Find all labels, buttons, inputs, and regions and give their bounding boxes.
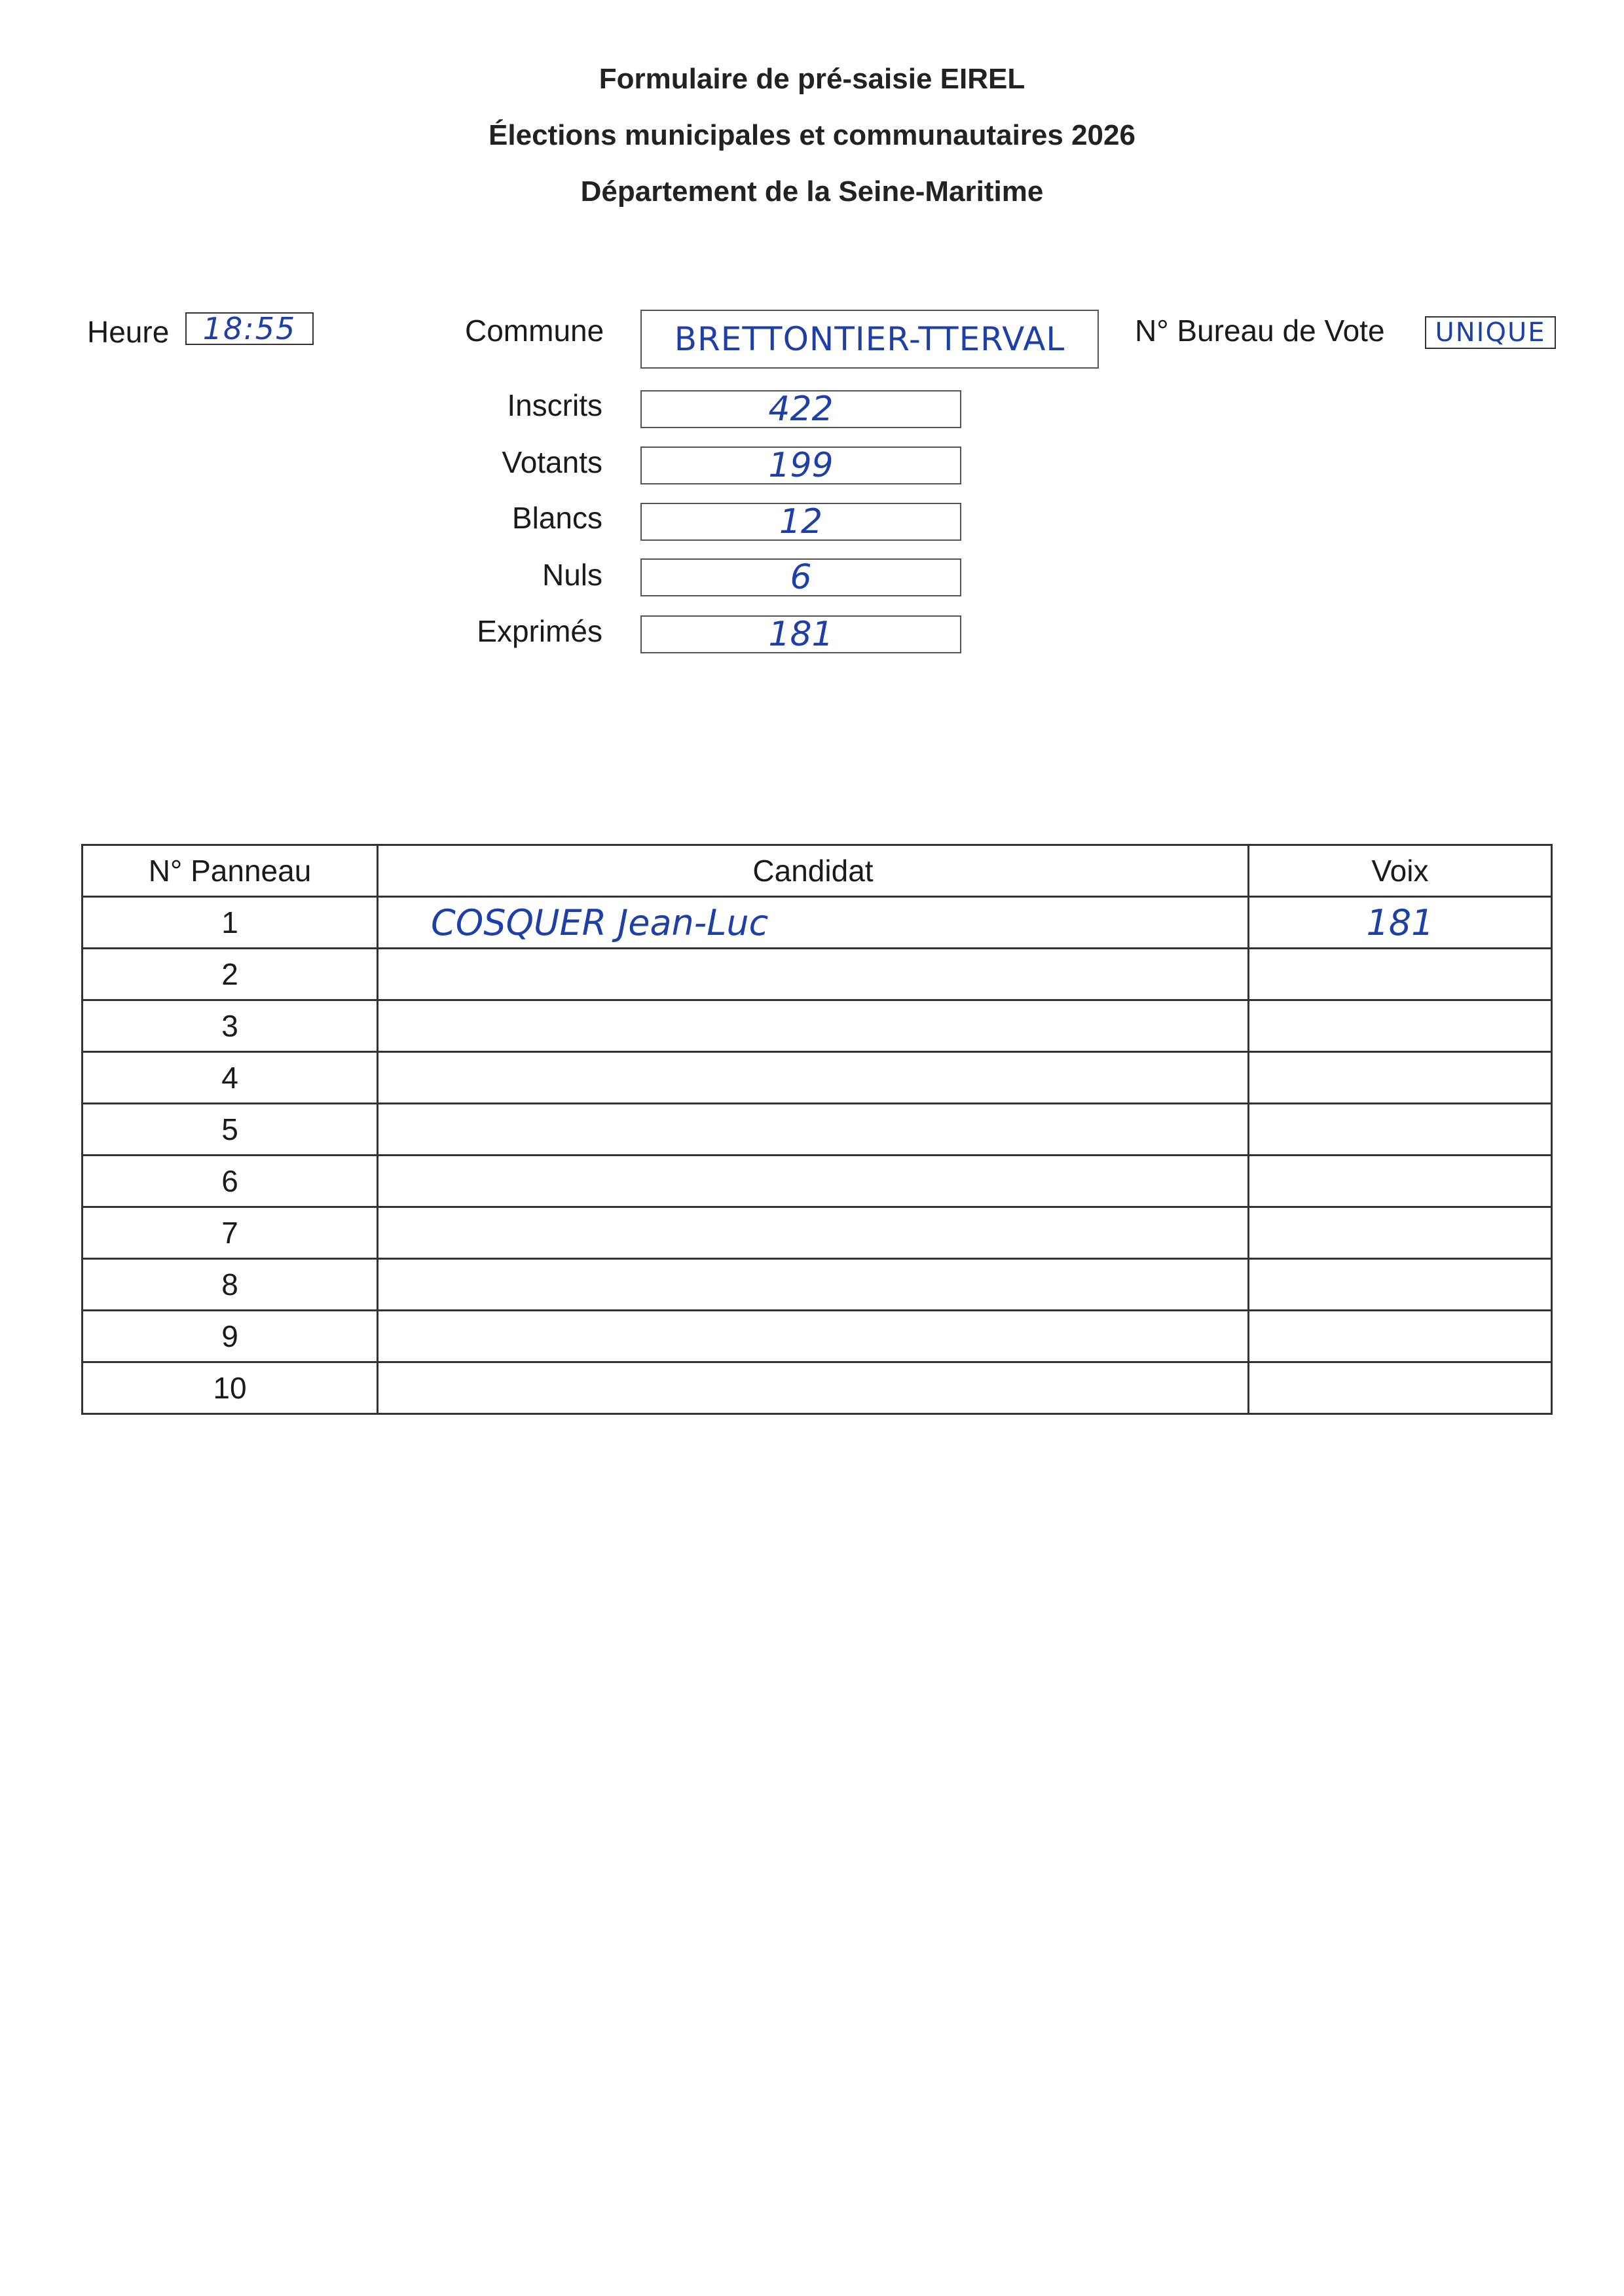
- inscrits-field[interactable]: [640, 390, 961, 428]
- candidate-name-cell[interactable]: [378, 1156, 1249, 1207]
- form-title-line-1: Formulaire de pré-saisie EIREL: [599, 63, 1025, 95]
- votes-cell[interactable]: [1249, 1156, 1552, 1207]
- header-voix: Voix: [1249, 845, 1552, 897]
- panneau-number: 3: [83, 1000, 378, 1052]
- inscrits-label: Inscrits: [507, 388, 602, 422]
- header-panneau: N° Panneau: [83, 845, 378, 897]
- table-row: [83, 1311, 1552, 1362]
- table-row: [83, 1052, 1552, 1104]
- votes-cell[interactable]: [1249, 1207, 1552, 1259]
- form-title-line-2: Élections municipales et communautaires 2026: [489, 119, 1135, 151]
- votes-cell[interactable]: [1249, 1362, 1552, 1414]
- panneau-number: 7: [83, 1207, 378, 1259]
- blancs-field[interactable]: [640, 503, 961, 541]
- nuls-label: Nuls: [542, 558, 602, 592]
- form-title: [0, 51, 1624, 220]
- candidate-name-cell[interactable]: [378, 1104, 1249, 1156]
- candidate-name-cell[interactable]: [378, 949, 1249, 1000]
- votes-cell[interactable]: [1249, 1052, 1552, 1104]
- votants-field[interactable]: [640, 446, 961, 484]
- nuls-field[interactable]: [640, 558, 961, 596]
- panneau-number: 4: [83, 1052, 378, 1104]
- panneau-number: 1: [83, 897, 378, 949]
- candidate-name-cell[interactable]: [378, 1259, 1249, 1311]
- votes-cell[interactable]: [1249, 1259, 1552, 1311]
- table-header-row: [83, 845, 1552, 897]
- heure-value: 18:55: [202, 311, 297, 346]
- heure-label: Heure: [87, 315, 170, 349]
- table-row: [83, 1156, 1552, 1207]
- commune-label: Commune: [465, 314, 604, 348]
- panneau-number: 6: [83, 1156, 378, 1207]
- commune-value: BRETTONTIER-TTERVAL: [674, 320, 1065, 358]
- panneau-number: 9: [83, 1311, 378, 1362]
- panneau-number: 8: [83, 1259, 378, 1311]
- votes-cell[interactable]: [1249, 949, 1552, 1000]
- panneau-number: 2: [83, 949, 378, 1000]
- blancs-label: Blancs: [511, 501, 602, 535]
- votes-cell[interactable]: [1249, 1000, 1552, 1052]
- exprimes-label: Exprimés: [477, 614, 602, 648]
- panneau-number: 5: [83, 1104, 378, 1156]
- table-row: [83, 897, 1552, 949]
- votes-cell[interactable]: [1249, 1311, 1552, 1362]
- candidate-name-cell[interactable]: [378, 1362, 1249, 1414]
- header-candidat: Candidat: [378, 845, 1249, 897]
- commune-field[interactable]: [640, 310, 1099, 369]
- heure-field[interactable]: [185, 312, 314, 345]
- form-title-line-3: Département de la Seine-Maritime: [580, 175, 1044, 208]
- table-row: [83, 1104, 1552, 1156]
- bureau-value: UNIQUE: [1435, 318, 1546, 348]
- table-row: [83, 1207, 1552, 1259]
- table-row: [83, 949, 1552, 1000]
- candidate-name-cell[interactable]: [378, 1207, 1249, 1259]
- exprimes-value: 181: [768, 615, 834, 654]
- panneau-number: 10: [83, 1362, 378, 1414]
- table-row: [83, 1259, 1552, 1311]
- blancs-value: 12: [779, 502, 823, 541]
- bureau-label: N° Bureau de Vote: [1135, 314, 1385, 348]
- exprimes-field[interactable]: [640, 615, 961, 653]
- candidates-table: [81, 844, 1553, 1415]
- candidate-name-cell[interactable]: COSQUER Jean-Luc: [378, 897, 1249, 949]
- nuls-value: 6: [790, 558, 812, 597]
- candidate-name-cell[interactable]: [378, 1052, 1249, 1104]
- votants-label: Votants: [502, 445, 602, 479]
- votes-cell[interactable]: [1249, 1104, 1552, 1156]
- candidate-name-cell[interactable]: [378, 1311, 1249, 1362]
- votants-value: 199: [768, 446, 834, 485]
- table-row: [83, 1000, 1552, 1052]
- votes-cell[interactable]: 181: [1249, 897, 1552, 949]
- candidate-name-cell[interactable]: [378, 1000, 1249, 1052]
- table-row: [83, 1362, 1552, 1414]
- inscrits-value: 422: [768, 390, 834, 429]
- bureau-field[interactable]: [1425, 316, 1556, 349]
